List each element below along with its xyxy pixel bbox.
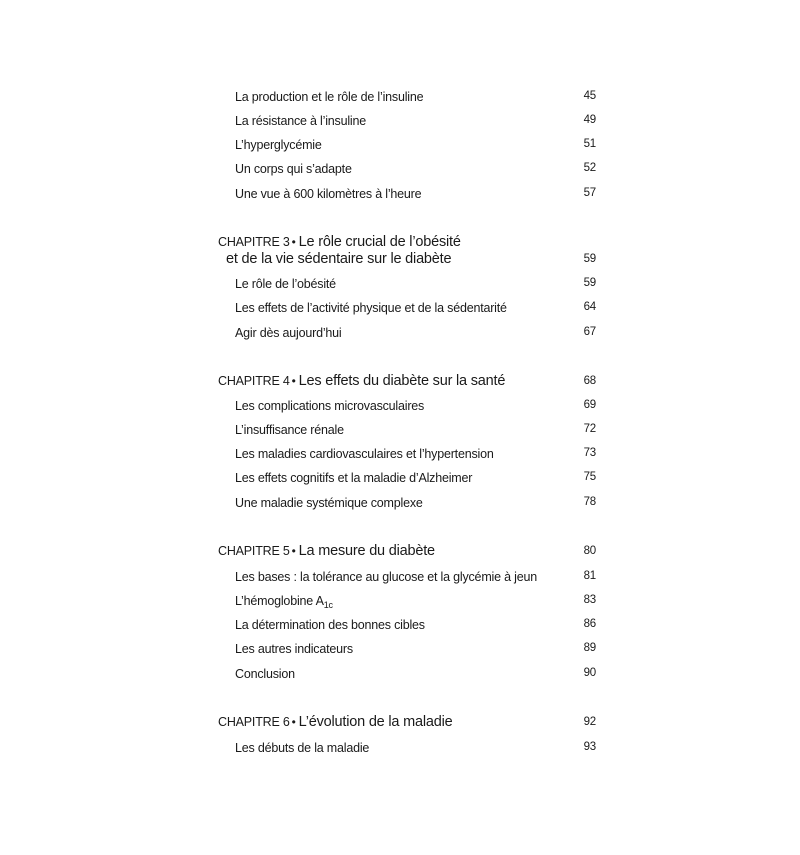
toc-entry[interactable] [0, 138, 800, 158]
toc-entry[interactable] [0, 423, 800, 443]
chapter-4-heading[interactable] [0, 373, 800, 393]
chapter-page: 80 [583, 545, 596, 557]
toc-entry[interactable] [0, 326, 800, 346]
toc-entry-title: Les maladies cardiovasculaires et l’hypertension [235, 447, 494, 461]
toc-entry-page: 86 [583, 618, 596, 630]
toc-entry-title: Les effets cognitifs et la maladie d’Alzheimer [235, 471, 473, 485]
bullet-icon: • [291, 544, 296, 558]
toc-entry[interactable] [0, 114, 800, 134]
toc-entry-page: 59 [583, 277, 596, 289]
toc-entry[interactable] [0, 162, 800, 182]
toc-entry-page: 52 [583, 162, 596, 174]
bullet-icon: • [291, 374, 296, 388]
toc-entry[interactable] [0, 277, 800, 297]
chapter-3-heading-line2[interactable] [0, 251, 800, 271]
toc-entry-page: 51 [583, 138, 596, 150]
toc-entry-title: Les bases : la tolérance au glucose et la glycémie à jeun [235, 570, 537, 584]
chapter-title-line2: et de la vie sédentaire sur le diabète [226, 251, 452, 267]
toc-entry-title: Une vue à 600 kilomètres à l’heure [235, 187, 422, 201]
toc-entry-page: 78 [583, 496, 596, 508]
toc-entry[interactable] [0, 741, 800, 761]
toc-entry-title: L’insuffisance rénale [235, 423, 344, 437]
toc-entry-page: 73 [583, 447, 596, 459]
toc-entry-page: 90 [583, 667, 596, 679]
toc-entry-page: 81 [583, 570, 596, 582]
bullet-icon: • [291, 235, 296, 249]
toc-entry-page: 89 [583, 642, 596, 654]
toc-entry-title: Une maladie systémique complexe [235, 496, 423, 510]
chapter-6-heading[interactable] [0, 714, 800, 734]
bullet-icon: • [291, 715, 296, 729]
toc-entry-title: Agir dès aujourd’hui [235, 326, 342, 340]
toc-entry-page: 45 [583, 90, 596, 102]
chapter-4-title [218, 373, 505, 389]
toc-entry[interactable] [0, 471, 800, 491]
toc-entry[interactable] [0, 594, 800, 614]
toc-entry-page: 49 [583, 114, 596, 126]
toc-entry-page: 75 [583, 471, 596, 483]
toc-entry-title-text: L’hémoglobine A [235, 594, 324, 608]
chapter-5-title [218, 543, 435, 559]
toc-entry-title: Les complications microvasculaires [235, 399, 425, 413]
toc-entry[interactable] [0, 399, 800, 419]
toc-entry-title [235, 594, 333, 608]
toc-entry-title: Conclusion [235, 667, 295, 681]
chapter-title: Les effets du diabète sur la santé [298, 373, 506, 389]
chapter-label: CHAPITRE 4 [218, 374, 290, 388]
toc-entry[interactable] [0, 301, 800, 321]
toc-entry-title: Le rôle de l’obésité [235, 277, 336, 291]
toc-entry-page: 67 [583, 326, 596, 338]
toc-entry-title: Les effets de l’activité physique et de la sédentarité [235, 301, 507, 315]
chapter-title: L’évolution de la maladie [298, 714, 453, 730]
toc-entry-page: 72 [583, 423, 596, 435]
toc-entry-page: 64 [583, 301, 596, 313]
toc-entry[interactable] [0, 187, 800, 207]
chapter-label: CHAPITRE 6 [218, 715, 290, 729]
toc-entry-title: L’hyperglycémie [235, 138, 322, 152]
toc-entry-page: 69 [583, 399, 596, 411]
toc-entry[interactable] [0, 642, 800, 662]
chapter-label: CHAPITRE 5 [218, 544, 290, 558]
toc-entry[interactable] [0, 570, 800, 590]
chapter-5-heading[interactable] [0, 543, 800, 563]
subscript: 1c [323, 600, 333, 610]
chapter-page: 92 [583, 716, 596, 728]
toc-entry[interactable] [0, 447, 800, 467]
chapter-title: La mesure du diabète [298, 543, 435, 559]
toc-entry-page: 83 [583, 594, 596, 606]
toc-entry-title: Les débuts de la maladie [235, 741, 370, 755]
toc-entry-title: La résistance à l’insuline [235, 114, 366, 128]
chapter-page: 59 [583, 253, 596, 265]
chapter-6-title [218, 714, 452, 730]
chapter-title-line1: Le rôle crucial de l’obésité [298, 234, 461, 250]
toc-entry[interactable] [0, 90, 800, 110]
toc-entry-page: 93 [583, 741, 596, 753]
toc-entry[interactable] [0, 496, 800, 516]
toc-entry[interactable] [0, 667, 800, 687]
toc-entry-title: La détermination des bonnes cibles [235, 618, 425, 632]
chapter-3-title [218, 234, 461, 250]
chapter-label: CHAPITRE 3 [218, 235, 290, 249]
chapter-page: 68 [583, 375, 596, 387]
toc-entry-title: La production et le rôle de l’insuline [235, 90, 424, 104]
toc-entry-title: Les autres indicateurs [235, 642, 353, 656]
toc-entry[interactable] [0, 618, 800, 638]
toc-entry-title: Un corps qui s’adapte [235, 162, 352, 176]
toc-entry-page: 57 [583, 187, 596, 199]
